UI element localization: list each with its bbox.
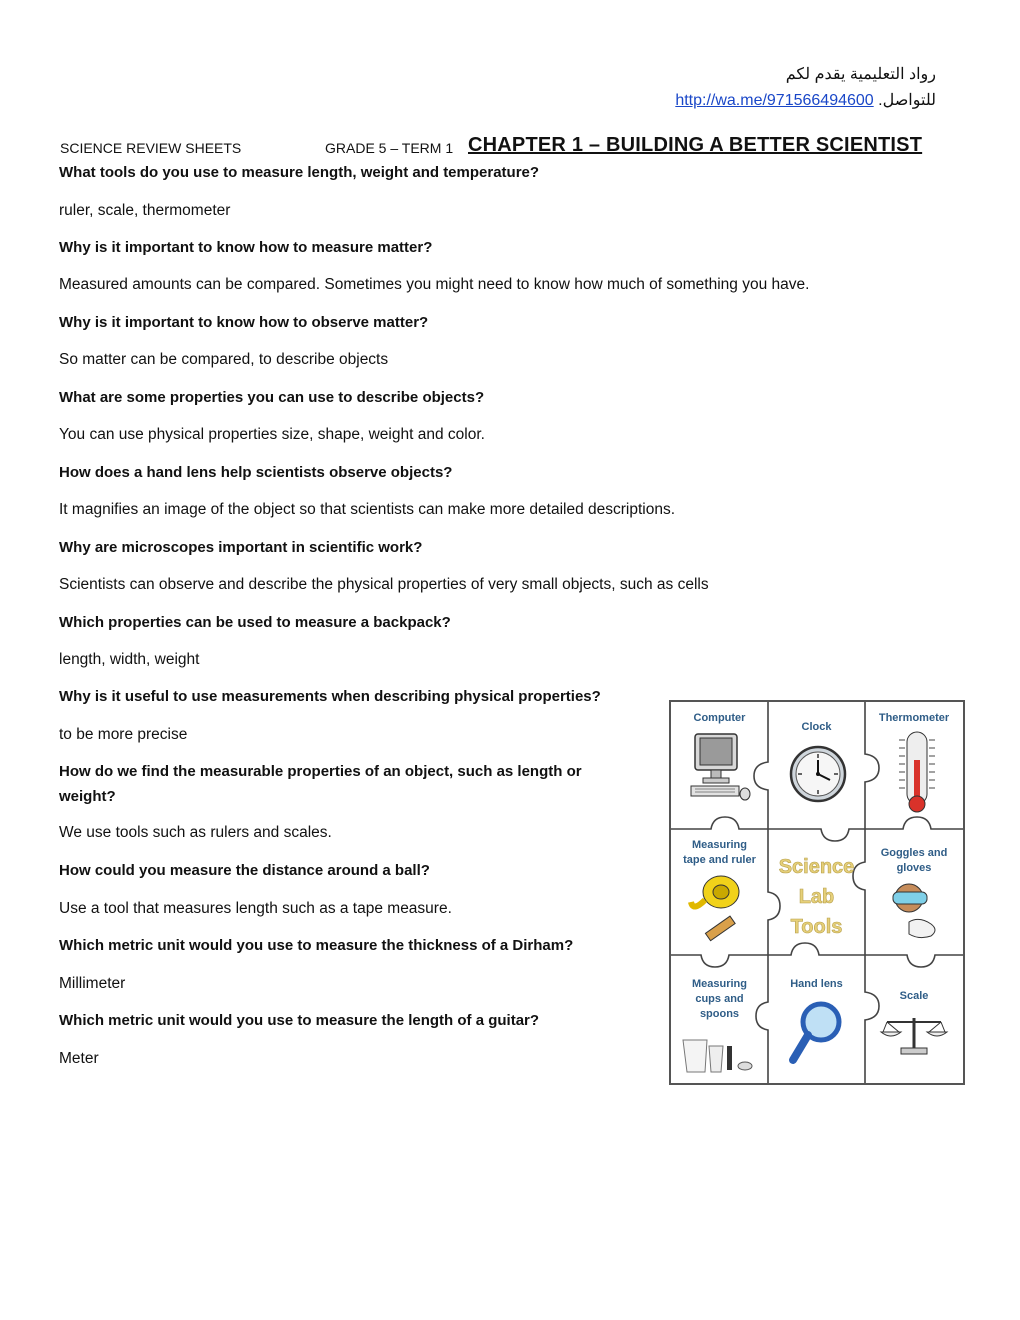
goggles-icon [885,882,949,948]
answer: length, width, weight [59,651,200,668]
hand-lens-label: Hand lens [790,978,843,990]
measuring-cups-label [671,977,768,1022]
measuring-cups-label-line3: spoons [699,1008,740,1020]
measuring-tape-label-line1: Measuring [691,839,747,851]
measuring-tape-label-line2: tape and ruler [683,854,756,866]
tape-measure-icon [687,872,751,948]
clock-label: Clock [801,721,832,733]
question: How do we find the measurable properties of an object, such as length or weight? [59,763,582,805]
qa-item-8 [59,684,659,747]
arabic-contact-line [675,88,936,114]
scale-label: Scale [899,990,929,1002]
measuring-cups-icon [679,1032,759,1078]
answer: Use a tool that measures length such as a tape measure. [59,900,452,917]
clock-icon [788,744,848,804]
answer: It magnifies an image of the object so that scientists can make more detailed descriptions. [59,501,676,518]
computer-icon [689,732,753,810]
qa-item-10 [59,858,659,921]
qa-item-12 [59,1008,659,1071]
qa-item-1 [59,160,659,223]
center-title-line3: Tools [790,916,843,938]
scale-icon [879,1010,949,1056]
contact-label: للتواصل. [878,92,936,109]
qa-item-5 [59,460,676,522]
grade-term: GRADE 5 – TERM 1 [325,140,454,156]
question: Which metric unit would you use to measure the length of a guitar? [59,1012,540,1029]
whatsapp-link[interactable]: http://wa.me/971566494600 [675,92,874,109]
answer: Millimeter [59,975,126,992]
goggles-label-line1: Goggles and [880,847,948,859]
question: What tools do you use to measure length, weight and temperature? [59,164,540,181]
answer: Meter [59,1050,99,1067]
sheet-title: SCIENCE REVIEW SHEETS [60,140,242,156]
question: Why is it important to know how to observe matter? [59,314,429,331]
center-title-line2: Lab [798,886,835,908]
question: Why is it useful to use measurements when describing physical properties? [59,688,601,705]
chapter-title: CHAPTER 1 – BUILDING A BETTER SCIENTIST [468,134,923,156]
question: Which metric unit would you use to measure the thickness of a Dirham? [59,937,574,954]
arabic-header [675,62,936,114]
measuring-cups-label-line1: Measuring [691,978,747,990]
lab-tools-puzzle [669,700,965,1085]
answer: ruler, scale, thermometer [59,202,231,219]
question: How could you measure the distance around a ball? [59,862,430,879]
qa-item-3 [59,310,659,372]
qa-item-6 [59,535,709,597]
arabic-title: رواد التعليمية يقدم لكم [785,66,936,83]
goggles-label [865,846,963,876]
answer: Scientists can observe and describe the physical properties of very small objects, such as cells [59,576,709,593]
computer-label: Computer [693,712,746,724]
sheet-header [60,136,960,162]
hand-lens-icon [787,998,847,1068]
answer: to be more precise [59,726,188,743]
qa-item-4 [59,385,659,447]
thermometer-label: Thermometer [878,712,950,724]
qa-item-11 [59,933,659,996]
measuring-cups-label-line2: cups and [695,993,744,1005]
qa-item-7 [59,610,659,672]
question: How does a hand lens help scientists observe objects? [59,464,453,481]
thermometer-icon [897,730,937,816]
question: Why is it important to know how to measure matter? [59,239,433,256]
qa-item-2 [59,235,810,297]
answer: You can use physical properties size, shape, weight and color. [59,426,485,443]
center-title-line1: Science [778,856,855,878]
answer: We use tools such as rulers and scales. [59,824,332,841]
answer: So matter can be compared, to describe objects [59,351,389,368]
center-title [768,852,865,942]
answer: Measured amounts can be compared. Sometimes you might need to know how much of something you have. [59,276,810,293]
question: Why are microscopes important in scientific work? [59,539,423,556]
measuring-tape-label [671,838,768,868]
qa-item-9 [59,759,634,845]
goggles-label-line2: gloves [896,862,932,874]
question: Which properties can be used to measure a backpack? [59,614,451,631]
question: What are some properties you can use to describe objects? [59,389,485,406]
